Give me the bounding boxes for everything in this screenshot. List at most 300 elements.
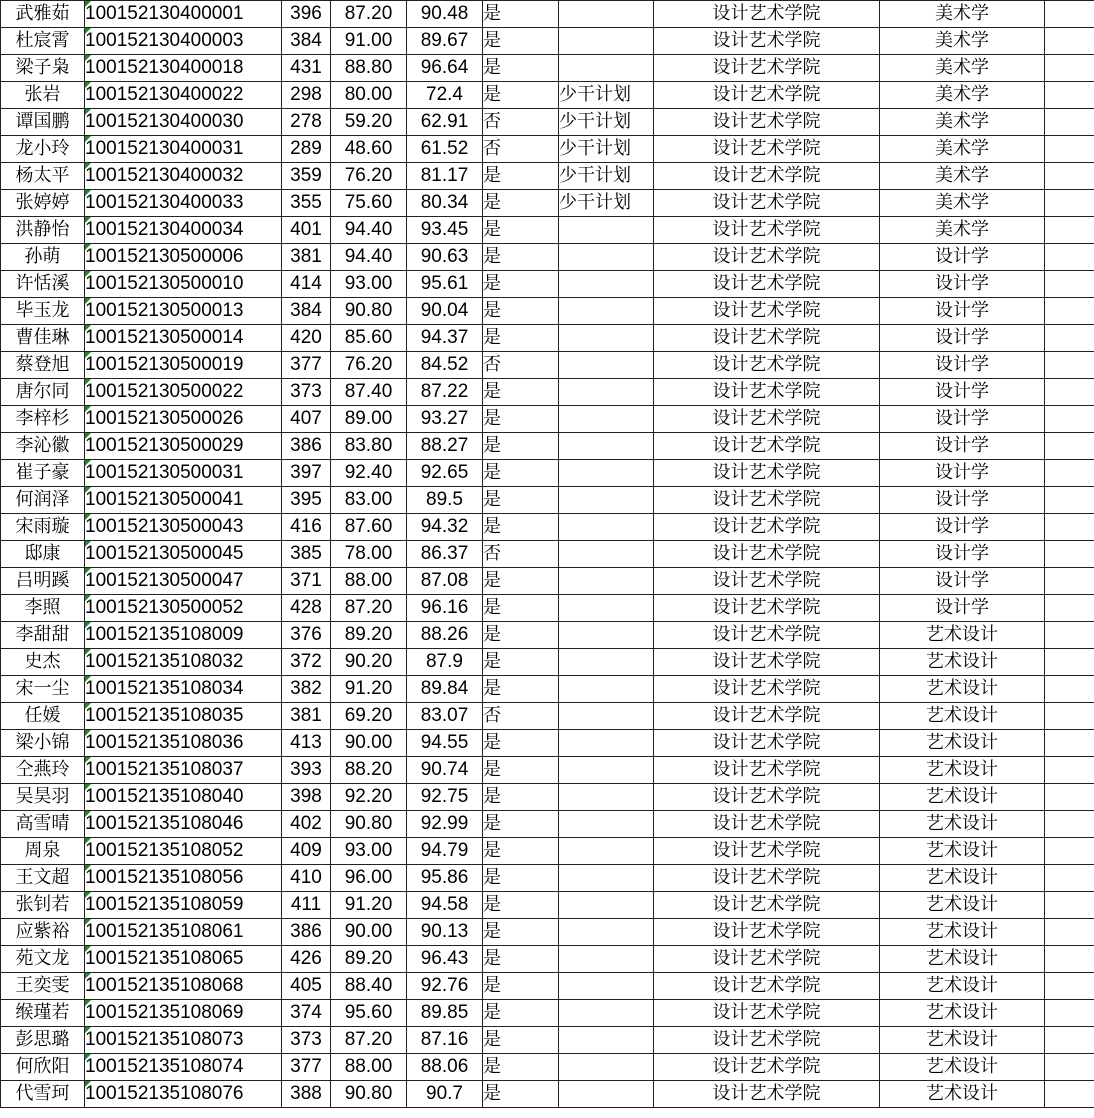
retest-score-cell[interactable]: [331, 244, 407, 271]
plan-cell[interactable]: [559, 433, 654, 460]
score-cell[interactable]: [282, 55, 331, 82]
exam-id-cell[interactable]: [85, 217, 282, 244]
admitted-cell[interactable]: [483, 811, 559, 838]
name-cell[interactable]: [1, 82, 85, 109]
plan-cell[interactable]: [559, 298, 654, 325]
college-cell[interactable]: [654, 892, 880, 919]
admitted-cell[interactable]: [483, 676, 559, 703]
empty-cell[interactable]: [1045, 784, 1094, 811]
exam-id-cell[interactable]: [85, 1081, 282, 1108]
college-cell[interactable]: [654, 622, 880, 649]
exam-id-cell[interactable]: [85, 946, 282, 973]
empty-cell[interactable]: [1045, 865, 1094, 892]
total-score-cell[interactable]: [407, 865, 483, 892]
admitted-cell[interactable]: [483, 460, 559, 487]
college-cell[interactable]: [654, 649, 880, 676]
exam-id-cell[interactable]: [85, 757, 282, 784]
total-score-cell[interactable]: [407, 568, 483, 595]
score-cell[interactable]: [282, 757, 331, 784]
score-cell[interactable]: [282, 676, 331, 703]
college-cell[interactable]: [654, 1000, 880, 1027]
admitted-cell[interactable]: [483, 892, 559, 919]
name-cell[interactable]: [1, 541, 85, 568]
admitted-cell[interactable]: [483, 1081, 559, 1108]
plan-cell[interactable]: [559, 757, 654, 784]
college-cell[interactable]: [654, 1, 880, 28]
exam-id-cell[interactable]: [85, 487, 282, 514]
name-cell[interactable]: [1, 838, 85, 865]
retest-score-cell[interactable]: [331, 730, 407, 757]
admitted-cell[interactable]: [483, 244, 559, 271]
total-score-cell[interactable]: [407, 1, 483, 28]
college-cell[interactable]: [654, 568, 880, 595]
total-score-cell[interactable]: [407, 190, 483, 217]
exam-id-cell[interactable]: [85, 82, 282, 109]
admitted-cell[interactable]: [483, 55, 559, 82]
total-score-cell[interactable]: [407, 1000, 483, 1027]
total-score-cell[interactable]: [407, 406, 483, 433]
plan-cell[interactable]: [559, 163, 654, 190]
exam-id-cell[interactable]: [85, 919, 282, 946]
exam-id-cell[interactable]: [85, 352, 282, 379]
total-score-cell[interactable]: [407, 595, 483, 622]
major-cell[interactable]: [880, 649, 1045, 676]
plan-cell[interactable]: [559, 190, 654, 217]
major-cell[interactable]: [880, 595, 1045, 622]
score-cell[interactable]: [282, 460, 331, 487]
plan-cell[interactable]: [559, 487, 654, 514]
empty-cell[interactable]: [1045, 730, 1094, 757]
admitted-cell[interactable]: [483, 784, 559, 811]
empty-cell[interactable]: [1045, 487, 1094, 514]
major-cell[interactable]: [880, 28, 1045, 55]
major-cell[interactable]: [880, 109, 1045, 136]
name-cell[interactable]: [1, 811, 85, 838]
total-score-cell[interactable]: [407, 136, 483, 163]
major-cell[interactable]: [880, 82, 1045, 109]
college-cell[interactable]: [654, 1027, 880, 1054]
name-cell[interactable]: [1, 946, 85, 973]
college-cell[interactable]: [654, 784, 880, 811]
admitted-cell[interactable]: [483, 1027, 559, 1054]
total-score-cell[interactable]: [407, 919, 483, 946]
name-cell[interactable]: [1, 568, 85, 595]
total-score-cell[interactable]: [407, 1027, 483, 1054]
empty-cell[interactable]: [1045, 973, 1094, 1000]
name-cell[interactable]: [1, 1081, 85, 1108]
college-cell[interactable]: [654, 757, 880, 784]
retest-score-cell[interactable]: [331, 676, 407, 703]
score-cell[interactable]: [282, 595, 331, 622]
score-cell[interactable]: [282, 82, 331, 109]
major-cell[interactable]: [880, 946, 1045, 973]
plan-cell[interactable]: [559, 28, 654, 55]
major-cell[interactable]: [880, 244, 1045, 271]
total-score-cell[interactable]: [407, 811, 483, 838]
admitted-cell[interactable]: [483, 1054, 559, 1081]
retest-score-cell[interactable]: [331, 514, 407, 541]
retest-score-cell[interactable]: [331, 811, 407, 838]
major-cell[interactable]: [880, 730, 1045, 757]
admitted-cell[interactable]: [483, 865, 559, 892]
admitted-cell[interactable]: [483, 406, 559, 433]
retest-score-cell[interactable]: [331, 919, 407, 946]
exam-id-cell[interactable]: [85, 1027, 282, 1054]
college-cell[interactable]: [654, 271, 880, 298]
college-cell[interactable]: [654, 244, 880, 271]
total-score-cell[interactable]: [407, 217, 483, 244]
retest-score-cell[interactable]: [331, 271, 407, 298]
exam-id-cell[interactable]: [85, 379, 282, 406]
total-score-cell[interactable]: [407, 730, 483, 757]
empty-cell[interactable]: [1045, 55, 1094, 82]
admitted-cell[interactable]: [483, 1000, 559, 1027]
retest-score-cell[interactable]: [331, 568, 407, 595]
score-cell[interactable]: [282, 406, 331, 433]
college-cell[interactable]: [654, 946, 880, 973]
retest-score-cell[interactable]: [331, 757, 407, 784]
plan-cell[interactable]: [559, 1081, 654, 1108]
empty-cell[interactable]: [1045, 757, 1094, 784]
name-cell[interactable]: [1, 676, 85, 703]
college-cell[interactable]: [654, 460, 880, 487]
college-cell[interactable]: [654, 487, 880, 514]
empty-cell[interactable]: [1045, 811, 1094, 838]
exam-id-cell[interactable]: [85, 325, 282, 352]
retest-score-cell[interactable]: [331, 28, 407, 55]
admitted-cell[interactable]: [483, 82, 559, 109]
plan-cell[interactable]: [559, 460, 654, 487]
score-cell[interactable]: [282, 109, 331, 136]
exam-id-cell[interactable]: [85, 568, 282, 595]
empty-cell[interactable]: [1045, 163, 1094, 190]
retest-score-cell[interactable]: [331, 325, 407, 352]
name-cell[interactable]: [1, 1, 85, 28]
college-cell[interactable]: [654, 325, 880, 352]
score-cell[interactable]: [282, 514, 331, 541]
plan-cell[interactable]: [559, 703, 654, 730]
empty-cell[interactable]: [1045, 892, 1094, 919]
empty-cell[interactable]: [1045, 406, 1094, 433]
retest-score-cell[interactable]: [331, 487, 407, 514]
empty-cell[interactable]: [1045, 1, 1094, 28]
plan-cell[interactable]: [559, 946, 654, 973]
college-cell[interactable]: [654, 973, 880, 1000]
admitted-cell[interactable]: [483, 973, 559, 1000]
retest-score-cell[interactable]: [331, 1000, 407, 1027]
total-score-cell[interactable]: [407, 379, 483, 406]
name-cell[interactable]: [1, 487, 85, 514]
score-cell[interactable]: [282, 28, 331, 55]
exam-id-cell[interactable]: [85, 649, 282, 676]
admitted-cell[interactable]: [483, 838, 559, 865]
score-cell[interactable]: [282, 217, 331, 244]
total-score-cell[interactable]: [407, 757, 483, 784]
major-cell[interactable]: [880, 271, 1045, 298]
retest-score-cell[interactable]: [331, 541, 407, 568]
college-cell[interactable]: [654, 55, 880, 82]
total-score-cell[interactable]: [407, 55, 483, 82]
plan-cell[interactable]: [559, 1054, 654, 1081]
retest-score-cell[interactable]: [331, 136, 407, 163]
retest-score-cell[interactable]: [331, 217, 407, 244]
admitted-cell[interactable]: [483, 136, 559, 163]
college-cell[interactable]: [654, 676, 880, 703]
exam-id-cell[interactable]: [85, 406, 282, 433]
admitted-cell[interactable]: [483, 1, 559, 28]
empty-cell[interactable]: [1045, 568, 1094, 595]
total-score-cell[interactable]: [407, 163, 483, 190]
score-cell[interactable]: [282, 190, 331, 217]
retest-score-cell[interactable]: [331, 1, 407, 28]
exam-id-cell[interactable]: [85, 676, 282, 703]
college-cell[interactable]: [654, 595, 880, 622]
college-cell[interactable]: [654, 136, 880, 163]
empty-cell[interactable]: [1045, 1081, 1094, 1108]
empty-cell[interactable]: [1045, 298, 1094, 325]
name-cell[interactable]: [1, 703, 85, 730]
exam-id-cell[interactable]: [85, 973, 282, 1000]
total-score-cell[interactable]: [407, 649, 483, 676]
major-cell[interactable]: [880, 838, 1045, 865]
empty-cell[interactable]: [1045, 838, 1094, 865]
admitted-cell[interactable]: [483, 352, 559, 379]
major-cell[interactable]: [880, 676, 1045, 703]
exam-id-cell[interactable]: [85, 55, 282, 82]
total-score-cell[interactable]: [407, 460, 483, 487]
plan-cell[interactable]: [559, 82, 654, 109]
admitted-cell[interactable]: [483, 649, 559, 676]
plan-cell[interactable]: [559, 730, 654, 757]
exam-id-cell[interactable]: [85, 514, 282, 541]
major-cell[interactable]: [880, 433, 1045, 460]
retest-score-cell[interactable]: [331, 595, 407, 622]
retest-score-cell[interactable]: [331, 838, 407, 865]
major-cell[interactable]: [880, 703, 1045, 730]
major-cell[interactable]: [880, 352, 1045, 379]
score-cell[interactable]: [282, 136, 331, 163]
name-cell[interactable]: [1, 244, 85, 271]
admitted-cell[interactable]: [483, 541, 559, 568]
total-score-cell[interactable]: [407, 622, 483, 649]
major-cell[interactable]: [880, 163, 1045, 190]
exam-id-cell[interactable]: [85, 1000, 282, 1027]
retest-score-cell[interactable]: [331, 1027, 407, 1054]
plan-cell[interactable]: [559, 568, 654, 595]
score-cell[interactable]: [282, 1027, 331, 1054]
empty-cell[interactable]: [1045, 1000, 1094, 1027]
score-cell[interactable]: [282, 703, 331, 730]
empty-cell[interactable]: [1045, 352, 1094, 379]
retest-score-cell[interactable]: [331, 622, 407, 649]
exam-id-cell[interactable]: [85, 433, 282, 460]
name-cell[interactable]: [1, 379, 85, 406]
admitted-cell[interactable]: [483, 379, 559, 406]
admitted-cell[interactable]: [483, 946, 559, 973]
exam-id-cell[interactable]: [85, 622, 282, 649]
retest-score-cell[interactable]: [331, 892, 407, 919]
major-cell[interactable]: [880, 892, 1045, 919]
admitted-cell[interactable]: [483, 487, 559, 514]
exam-id-cell[interactable]: [85, 271, 282, 298]
score-cell[interactable]: [282, 919, 331, 946]
total-score-cell[interactable]: [407, 514, 483, 541]
college-cell[interactable]: [654, 190, 880, 217]
plan-cell[interactable]: [559, 1027, 654, 1054]
exam-id-cell[interactable]: [85, 298, 282, 325]
score-cell[interactable]: [282, 433, 331, 460]
college-cell[interactable]: [654, 1054, 880, 1081]
total-score-cell[interactable]: [407, 1081, 483, 1108]
name-cell[interactable]: [1, 406, 85, 433]
retest-score-cell[interactable]: [331, 298, 407, 325]
major-cell[interactable]: [880, 325, 1045, 352]
total-score-cell[interactable]: [407, 487, 483, 514]
total-score-cell[interactable]: [407, 82, 483, 109]
total-score-cell[interactable]: [407, 244, 483, 271]
name-cell[interactable]: [1, 1027, 85, 1054]
exam-id-cell[interactable]: [85, 784, 282, 811]
retest-score-cell[interactable]: [331, 865, 407, 892]
name-cell[interactable]: [1, 973, 85, 1000]
retest-score-cell[interactable]: [331, 973, 407, 1000]
major-cell[interactable]: [880, 1027, 1045, 1054]
exam-id-cell[interactable]: [85, 865, 282, 892]
major-cell[interactable]: [880, 568, 1045, 595]
plan-cell[interactable]: [559, 217, 654, 244]
major-cell[interactable]: [880, 136, 1045, 163]
college-cell[interactable]: [654, 703, 880, 730]
empty-cell[interactable]: [1045, 649, 1094, 676]
major-cell[interactable]: [880, 1, 1045, 28]
admitted-cell[interactable]: [483, 163, 559, 190]
plan-cell[interactable]: [559, 892, 654, 919]
name-cell[interactable]: [1, 190, 85, 217]
total-score-cell[interactable]: [407, 973, 483, 1000]
major-cell[interactable]: [880, 757, 1045, 784]
empty-cell[interactable]: [1045, 919, 1094, 946]
major-cell[interactable]: [880, 622, 1045, 649]
exam-id-cell[interactable]: [85, 244, 282, 271]
retest-score-cell[interactable]: [331, 190, 407, 217]
empty-cell[interactable]: [1045, 514, 1094, 541]
empty-cell[interactable]: [1045, 433, 1094, 460]
exam-id-cell[interactable]: [85, 730, 282, 757]
retest-score-cell[interactable]: [331, 460, 407, 487]
college-cell[interactable]: [654, 514, 880, 541]
score-cell[interactable]: [282, 352, 331, 379]
name-cell[interactable]: [1, 28, 85, 55]
major-cell[interactable]: [880, 460, 1045, 487]
name-cell[interactable]: [1, 784, 85, 811]
score-cell[interactable]: [282, 1, 331, 28]
score-cell[interactable]: [282, 865, 331, 892]
major-cell[interactable]: [880, 1054, 1045, 1081]
empty-cell[interactable]: [1045, 325, 1094, 352]
plan-cell[interactable]: [559, 784, 654, 811]
plan-cell[interactable]: [559, 1, 654, 28]
retest-score-cell[interactable]: [331, 946, 407, 973]
exam-id-cell[interactable]: [85, 541, 282, 568]
score-cell[interactable]: [282, 568, 331, 595]
name-cell[interactable]: [1, 352, 85, 379]
total-score-cell[interactable]: [407, 109, 483, 136]
total-score-cell[interactable]: [407, 271, 483, 298]
plan-cell[interactable]: [559, 973, 654, 1000]
admitted-cell[interactable]: [483, 568, 559, 595]
retest-score-cell[interactable]: [331, 649, 407, 676]
plan-cell[interactable]: [559, 271, 654, 298]
college-cell[interactable]: [654, 163, 880, 190]
plan-cell[interactable]: [559, 649, 654, 676]
major-cell[interactable]: [880, 1000, 1045, 1027]
exam-id-cell[interactable]: [85, 838, 282, 865]
admitted-cell[interactable]: [483, 514, 559, 541]
college-cell[interactable]: [654, 865, 880, 892]
admitted-cell[interactable]: [483, 217, 559, 244]
score-cell[interactable]: [282, 271, 331, 298]
total-score-cell[interactable]: [407, 784, 483, 811]
score-cell[interactable]: [282, 838, 331, 865]
admitted-cell[interactable]: [483, 109, 559, 136]
name-cell[interactable]: [1, 892, 85, 919]
retest-score-cell[interactable]: [331, 379, 407, 406]
score-cell[interactable]: [282, 163, 331, 190]
plan-cell[interactable]: [559, 811, 654, 838]
retest-score-cell[interactable]: [331, 55, 407, 82]
admitted-cell[interactable]: [483, 703, 559, 730]
score-cell[interactable]: [282, 487, 331, 514]
empty-cell[interactable]: [1045, 595, 1094, 622]
plan-cell[interactable]: [559, 55, 654, 82]
admitted-cell[interactable]: [483, 919, 559, 946]
major-cell[interactable]: [880, 487, 1045, 514]
exam-id-cell[interactable]: [85, 109, 282, 136]
admitted-cell[interactable]: [483, 595, 559, 622]
plan-cell[interactable]: [559, 541, 654, 568]
empty-cell[interactable]: [1045, 217, 1094, 244]
plan-cell[interactable]: [559, 109, 654, 136]
empty-cell[interactable]: [1045, 703, 1094, 730]
name-cell[interactable]: [1, 433, 85, 460]
total-score-cell[interactable]: [407, 433, 483, 460]
name-cell[interactable]: [1, 919, 85, 946]
admitted-cell[interactable]: [483, 325, 559, 352]
score-cell[interactable]: [282, 1000, 331, 1027]
major-cell[interactable]: [880, 865, 1045, 892]
college-cell[interactable]: [654, 217, 880, 244]
empty-cell[interactable]: [1045, 541, 1094, 568]
name-cell[interactable]: [1, 55, 85, 82]
name-cell[interactable]: [1, 622, 85, 649]
empty-cell[interactable]: [1045, 460, 1094, 487]
college-cell[interactable]: [654, 298, 880, 325]
empty-cell[interactable]: [1045, 622, 1094, 649]
name-cell[interactable]: [1, 136, 85, 163]
college-cell[interactable]: [654, 919, 880, 946]
score-cell[interactable]: [282, 325, 331, 352]
plan-cell[interactable]: [559, 919, 654, 946]
total-score-cell[interactable]: [407, 1054, 483, 1081]
empty-cell[interactable]: [1045, 676, 1094, 703]
admitted-cell[interactable]: [483, 28, 559, 55]
total-score-cell[interactable]: [407, 325, 483, 352]
empty-cell[interactable]: [1045, 1027, 1094, 1054]
retest-score-cell[interactable]: [331, 784, 407, 811]
college-cell[interactable]: [654, 109, 880, 136]
total-score-cell[interactable]: [407, 28, 483, 55]
total-score-cell[interactable]: [407, 541, 483, 568]
